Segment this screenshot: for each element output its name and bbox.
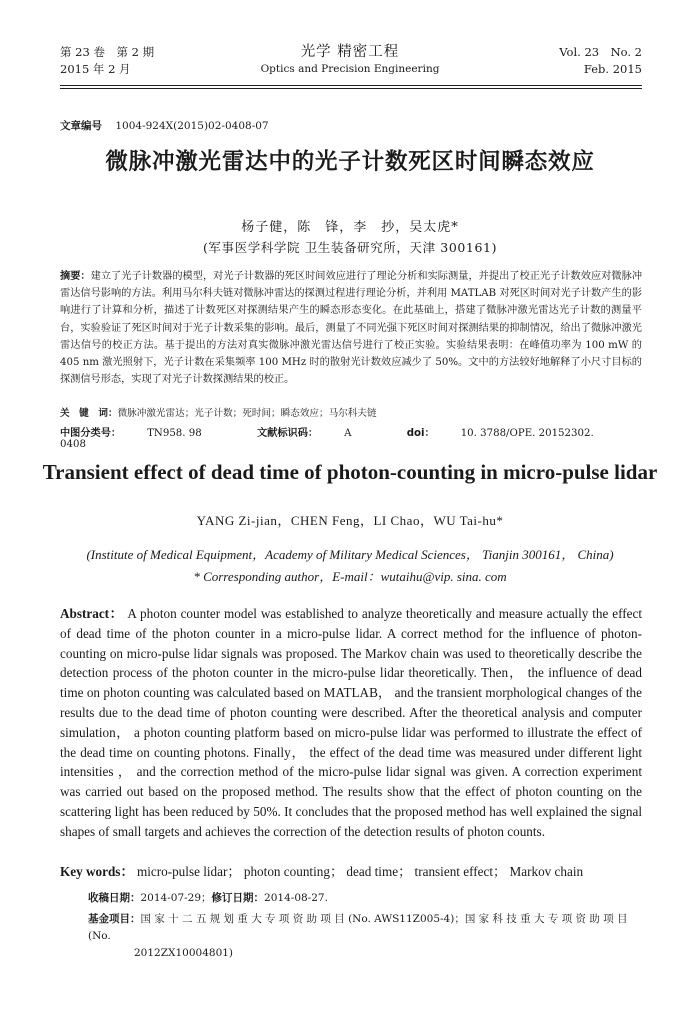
abstract-en-text: A photon counter model was established to analyze theoretically and measure actually the effect of dead time of the photon counter in a micro-pulse lidar. A correct method for the influence of photon-counting on micro-pulse lidar signals was proposed. The Markov chain was used to theoretically describe the detection process of the photon counter in the micro-pulse lidar theoretically. Then， the influence of dead time on photon counting was calculated based on MATLAB， and the transient morphological changes of the results due to the dead time of photon counting were described. After the theoretical analysis and computer simulation， a photon counting platform based on micro-pulse lidar was performed to illustrate the effect of the dead time on counting photons. Finally， the effect of the dead time was measured under different light intensities ， and the correction method of the micro-pulse lidar signal was given. A correction experiment was carried out based on the proposed method. The results show that the effect of photon counting on the scattering light has been reduced by 50%. It concludes that the proposed method has well explained the signal shapes of small targets and achieves the correction of the detection results of photon counts.: [60, 606, 643, 839]
article-number-label: 文章编号: [60, 120, 102, 132]
title-cn: 微脉冲激光雷达中的光子计数死区时间瞬态效应: [105, 149, 595, 175]
title-en: Transient effect of dead time of photon-counting in micro-pulse lidar: [42, 460, 658, 484]
dates: [88, 890, 328, 905]
affiliation-en: (Institute of Medical Equipment，Academy of Military Medical Sciences， Tianjin 300161， China): [86, 547, 614, 562]
doc-code-label: 文献标识码：: [256, 428, 319, 439]
keywords-cn-text: 微脉冲激光雷达；光子计数；死时间；瞬态效应；马尔科夫链: [117, 408, 377, 419]
abstract-cn-text: 建立了光子计数器的模型，对光子计数器的死区时间效应进行了理论分析和实际测量，并提出了校正光子计数效应对微脉冲雷达信号影响的方法。利用马尔科夫链对微脉冲雷达的探测过程进行理论分析，并利用 MATLAB 对死区时间对光子计数产生的影响进行了计算和分析，描述了计数死区对探测结果产生的瞬态形态变化。在此基础上，搭建了微脉冲激光雷达光子计数的测量平台，实验验证了死区时间对于光子计数采集的影响。最后，测量了不同光强下死区时间对探测结果的抑制情况，给出了微脉冲激光雷达信号的校正方法。基于提出的方法对真实微脉冲激光雷达信号进行了校正实验。实验结果表明：在峰值功率为 100 mW 的 405 nm 激光照射下，光子计数在采集频率 100 MHz 时的散射光计数效应减少了 50%。文中的方法较好地解释了小尺寸目标的探测信号形态，实现了对光子计数探测结果的校正。: [60, 271, 643, 386]
received-date: 2014-07-29；: [140, 892, 212, 904]
classification: [60, 424, 642, 450]
keywords-en-text: micro-pulse lidar； photon counting； dead time； transient effect； Markov chain: [136, 864, 584, 879]
article-number-value: 1004-924X(2015)02-0408-07: [115, 120, 269, 132]
received-label: 收稿日期：: [88, 892, 141, 904]
abstract-cn-label: 摘要：: [60, 271, 91, 282]
abstract-cn: [60, 268, 642, 388]
doi-label: doi：: [406, 428, 435, 439]
funding-label: 基金项目：: [88, 913, 141, 925]
volume-issue: 第 23 卷 第 2 期: [60, 45, 155, 59]
keywords-cn: [60, 405, 642, 419]
date-en: Feb. 2015: [583, 62, 642, 76]
funding: [88, 911, 644, 962]
corresponding-author: * Corresponding author，E-mail：wutaihu@vip. sina. com: [193, 569, 507, 584]
keywords-en: [60, 861, 642, 880]
revised-label: 修订日期：: [211, 892, 265, 904]
article-number: [60, 118, 269, 133]
abstract-en-label: Abstract：: [60, 606, 124, 621]
abstract-en: [60, 604, 642, 842]
doc-code-value: A: [344, 428, 352, 439]
keywords-en-label: Key words：: [60, 864, 134, 879]
journal-name-en: Optics and Precision Engineering: [260, 63, 440, 75]
authors-en: YANG Zi-jian，CHEN Feng，LI Chao，WU Tai-hu*: [196, 513, 504, 528]
header-rule-bottom: [60, 88, 642, 89]
header-right: [559, 44, 642, 78]
authors-cn: 杨子健，陈 锋，李 抄，吴太虎*: [241, 220, 459, 235]
volume-en: Vol. 23 No. 2: [559, 45, 642, 59]
funding-line2: 2012ZX10004801): [134, 947, 234, 959]
journal-name-cn: 光学 精密工程: [300, 44, 400, 60]
revised-date: 2014-08-27.: [264, 892, 328, 904]
doi-value: 10. 3788/OPE. 20152302. 0408: [60, 428, 594, 450]
clc-label: 中图分类号：: [60, 428, 122, 439]
keywords-cn-label: 关 键 词：: [60, 408, 118, 419]
header-rule-top: [60, 85, 642, 86]
funding-line1: 国 家 十 二 五 规 划 重 大 专 项 资 助 项 目 (No. AWS11Z005-4)；国 家 科 技 重 大 专 项 资 助 项 目 (No.: [88, 913, 628, 942]
affiliation-cn: (军事医学科学院 卫生装备研究所，天津 300161): [202, 240, 498, 255]
clc-value: TN958. 98: [147, 428, 202, 439]
date-cn: 2015 年 2 月: [60, 62, 131, 76]
